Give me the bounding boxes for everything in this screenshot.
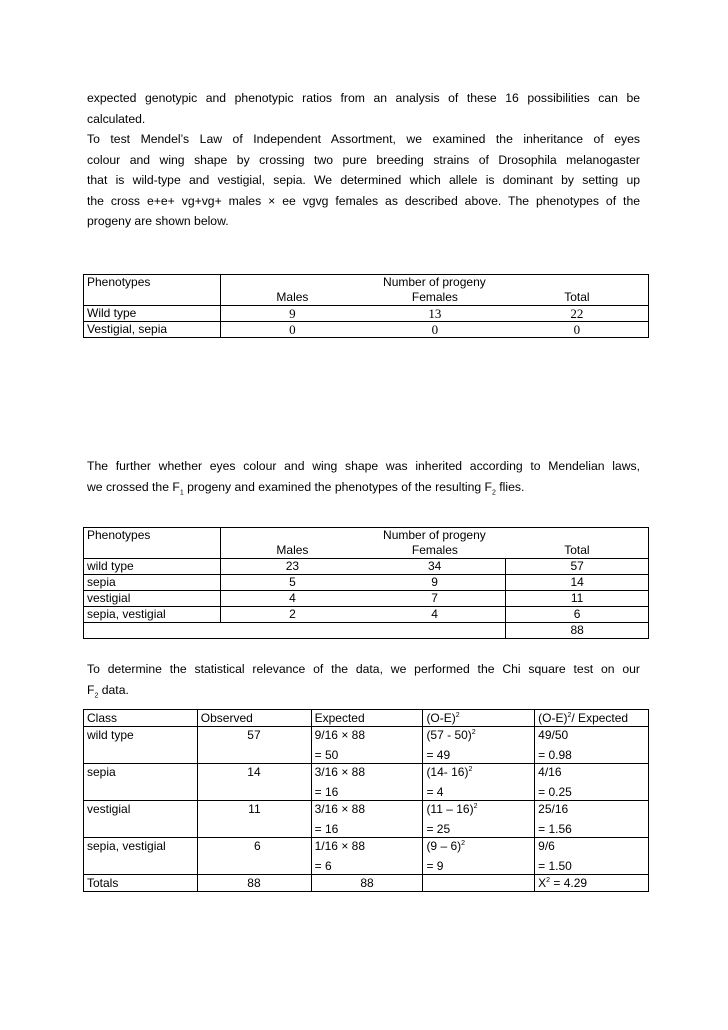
header-females: Females xyxy=(364,543,506,559)
totals-row xyxy=(84,875,649,892)
table-row xyxy=(84,607,649,623)
o-minus-e-squared-cell: (14- 16)$^2$ = 4 xyxy=(423,764,535,801)
total-cell: 11 xyxy=(506,591,649,607)
header-observed: Observed xyxy=(197,710,311,727)
class-cell: vestigial xyxy=(84,801,198,838)
females-cell: 7 xyxy=(364,591,506,607)
paragraph-f2-cross xyxy=(87,456,640,497)
header-total: Total xyxy=(506,543,649,559)
o-minus-e-squared-cell: (9 – 6)$^2$ = 9 xyxy=(423,838,535,875)
ratio-cell: 49/50 = 0.98 xyxy=(535,727,649,764)
header-total: Total xyxy=(506,290,649,306)
f1-progeny-table xyxy=(83,274,649,338)
chi-square-value: $X^2 = 4.29$ xyxy=(535,875,649,892)
females-cell: 9 xyxy=(364,575,506,591)
totals-observed: 88 xyxy=(197,875,311,892)
text-line: the cross e+e+ vg+vg+ males × ee vgvg females as described above. The phenotypes of the xyxy=(87,193,640,208)
header-males: Males xyxy=(220,543,364,559)
expected-cell: 3/16 × 88 = 16 xyxy=(311,801,423,838)
grand-total-cell: 88 xyxy=(506,623,649,639)
total-cell: 57 xyxy=(506,559,649,575)
header-o-minus-e-squared: $(O-E)^2$ xyxy=(423,710,535,727)
table-row xyxy=(84,306,649,322)
phenotype-cell: Wild type xyxy=(84,306,221,322)
table-row xyxy=(84,838,649,875)
table-row xyxy=(84,591,649,607)
totals-label: Totals xyxy=(84,875,198,892)
table-row xyxy=(84,623,649,639)
ratio-cell: 25/16 = 1.56 xyxy=(535,801,649,838)
expected-cell: 1/16 × 88 = 6 xyxy=(311,838,423,875)
table-row xyxy=(84,575,649,591)
males-cell: 4 xyxy=(220,591,364,607)
o-minus-e-squared-cell: (11 – 16)$^2$ = 25 xyxy=(423,801,535,838)
class-cell: sepia, vestigial xyxy=(84,838,198,875)
expected-cell: 9/16 × 88 = 50 xyxy=(311,727,423,764)
ratio-cell: 4/16 = 0.25 xyxy=(535,764,649,801)
paragraph-chi-square xyxy=(87,659,640,700)
observed-cell: 11 xyxy=(197,801,311,838)
chi-header-row xyxy=(84,710,649,727)
males-cell: 5 xyxy=(220,575,364,591)
females-cell: 13 xyxy=(364,306,506,322)
o-minus-e-squared-cell: (57 - 50)$^2$ = 49 xyxy=(423,727,535,764)
text-line: expected genotypic and phenotypic ratios from an analysis of these 16 possibilities can be xyxy=(87,91,640,105)
phenotype-cell: Vestigial, sepia xyxy=(84,322,221,338)
total-cell: 0 xyxy=(506,322,649,338)
header-number-of-progeny: Number of progeny xyxy=(220,528,648,544)
text-line: colour and wing shape by crossing two pure breeding strains of Drosophila melanogaster xyxy=(87,152,640,167)
table-row xyxy=(84,801,649,838)
header-number-of-progeny: Number of progeny xyxy=(220,275,648,291)
observed-cell: 14 xyxy=(197,764,311,801)
total-cell: 14 xyxy=(506,575,649,591)
text-line: calculated. xyxy=(87,111,146,126)
total-cell: 22 xyxy=(506,306,649,322)
header-ratio: $(O-E)^2/$ Expected xyxy=(535,710,649,727)
males-cell: 0 xyxy=(220,322,364,338)
females-cell: 4 xyxy=(364,607,506,623)
table-row xyxy=(84,727,649,764)
observed-cell: 6 xyxy=(197,838,311,875)
females-cell: 0 xyxy=(364,322,506,338)
females-cell: 34 xyxy=(364,559,506,575)
phenotype-cell: vestigial xyxy=(84,591,221,607)
header-expected: Expected xyxy=(311,710,423,727)
totals-expected: 88 xyxy=(311,875,423,892)
text-line: $F_2$ data. xyxy=(87,682,129,699)
males-cell: 2 xyxy=(220,607,364,623)
header-phenotypes: Phenotypes xyxy=(84,275,221,291)
text-line: progeny are shown below. xyxy=(87,214,229,228)
f2-progeny-table xyxy=(83,527,649,639)
paragraph-intro xyxy=(87,88,640,129)
text-line: that is wild-type and vestigial, sepia. We determined which allele is dominant by setting up xyxy=(87,173,640,187)
header-class: Class xyxy=(84,710,198,727)
males-cell: 9 xyxy=(220,306,364,322)
expected-cell: 3/16 × 88 = 16 xyxy=(311,764,423,801)
table-row xyxy=(84,764,649,801)
total-cell: 6 xyxy=(506,607,649,623)
text-line: we crossed the $F_1$ progeny and examined the phenotypes of the resulting $F_2$ flies. xyxy=(87,479,525,496)
class-cell: wild type xyxy=(84,727,198,764)
text-line: To determine the statistical relevance of the data, we performed the Chi square test on our xyxy=(87,662,640,676)
observed-cell: 57 xyxy=(197,727,311,764)
table-row xyxy=(84,322,649,338)
paragraph-method xyxy=(87,129,640,232)
text-line: To test Mendel’s Law of Independent Assortment, we examined the inheritance of eyes xyxy=(87,132,640,146)
males-cell: 23 xyxy=(220,559,364,575)
header-females: Females xyxy=(364,290,506,306)
phenotype-cell: wild type xyxy=(84,559,221,575)
phenotype-cell: sepia xyxy=(84,575,221,591)
header-phenotypes: Phenotypes xyxy=(84,528,221,544)
ratio-cell: 9/6 = 1.50 xyxy=(535,838,649,875)
text-line: The further whether eyes colour and wing shape was inherited according to Mendelian laws, xyxy=(87,459,640,473)
header-males: Males xyxy=(220,290,364,306)
phenotype-cell: sepia, vestigial xyxy=(84,607,221,623)
table-row xyxy=(84,559,649,575)
class-cell: sepia xyxy=(84,764,198,801)
chi-square-table xyxy=(83,709,649,892)
